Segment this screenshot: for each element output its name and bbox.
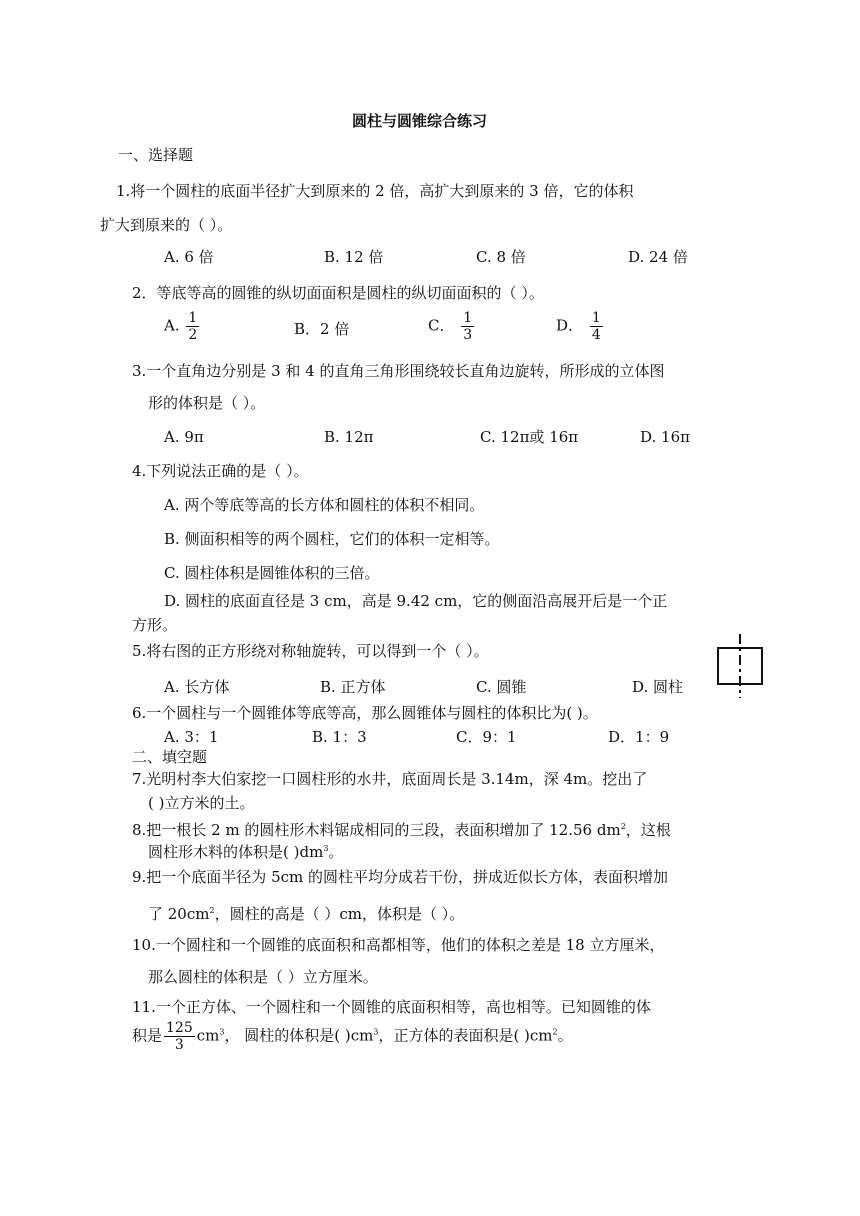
- question-3-line-2: 形的体积是（ ）。: [148, 394, 266, 412]
- q2-option-a: A. $\frac{1}{2}$: [164, 310, 198, 343]
- square-with-axis-figure: [716, 634, 764, 698]
- fraction-one-third: $\frac{1}{3}$: [463, 310, 473, 343]
- fraction-125-thirds: $\frac{125}{3}$: [166, 1020, 193, 1053]
- page-title: 圆柱与圆锥综合练习: [352, 112, 488, 130]
- question-8-line-1: 8.把一根长 2 m 的圆柱形木料锯成相同的三段，表面积增加了 12.56 $dm^2$，这根: [132, 821, 671, 839]
- fraction-one-half: $\frac{1}{2}$: [188, 310, 198, 343]
- question-10-line-2: 那么圆柱的体积是（ ）立方厘米。: [148, 968, 378, 986]
- q5-option-a: A. 长方体: [164, 678, 230, 696]
- question-11-line-2: 积是 $\frac{125}{3}$ $cm^3$， 圆柱的体积是( )$cm^3$，正方体的表面积是( )$cm^2$。: [132, 1020, 573, 1053]
- question-9-line-1: 9.把一个底面半径为 5cm 的圆柱平均分成若干份，拼成近似长方体，表面积增加: [132, 868, 669, 886]
- question-7-line-1: 7.光明村李大伯家挖一口圆柱形的水井，底面周长是 3.14m，深 4m。挖出了: [132, 770, 648, 788]
- q6-option-b: B. 1：3: [312, 728, 367, 746]
- q6-option-a: A. 3：1: [164, 728, 219, 746]
- q2-option-b: B．2 倍: [294, 320, 350, 338]
- section-heading-fill: 二、填空题: [132, 748, 208, 766]
- q1-option-d: D. 24 倍: [628, 248, 688, 266]
- fraction-one-fourth: $\frac{1}{4}$: [591, 310, 601, 343]
- question-3-line-1: 3.一个直角边分别是 3 和 4 的直角三角形围绕较长直角边旋转，所形成的立体图: [132, 362, 665, 380]
- q5-option-d: D. 圆柱: [632, 678, 684, 696]
- q4-option-d-line-2: 方形。: [132, 616, 178, 634]
- question-1-line-1: 1.将一个圆柱的底面半径扩大到原来的 2 倍，高扩大到原来的 3 倍，它的体积: [116, 182, 634, 200]
- q1-option-a: A. 6 倍: [164, 248, 214, 266]
- question-11-line-1: 11.一个正方体、一个圆柱和一个圆锥的底面积相等，高也相等。已知圆锥的体: [132, 998, 651, 1016]
- q3-option-d: D. 16π: [640, 428, 690, 446]
- question-8-line-2: 圆柱形木料的体积是( )$dm^3$。: [148, 843, 344, 861]
- q3-option-c: C. 12π或 16π: [480, 428, 579, 446]
- q6-option-d: D．1：9: [608, 728, 670, 746]
- question-10-line-1: 10.一个圆柱和一个圆锥的底面积和高都相等，他们的体积之差是 18 立方厘米，: [132, 936, 665, 954]
- section-heading-choice: 一、选择题: [118, 146, 194, 164]
- q6-option-c: C．9：1: [456, 728, 517, 746]
- q1-option-b: B. 12 倍: [324, 248, 384, 266]
- question-1-line-2: 扩大到原来的（ ）。: [100, 216, 233, 234]
- q5-option-c: C. 圆锥: [476, 678, 527, 696]
- q2-option-c: C． $\frac{1}{3}$: [428, 310, 473, 343]
- question-5: 5.将右图的正方形绕对称轴旋转，可以得到一个（ ）。: [132, 642, 489, 660]
- q4-option-d-line-1: D. 圆柱的底面直径是 3 cm，高是 9.42 cm，它的侧面沿高展开后是一个正: [164, 592, 668, 610]
- q3-option-b: B. 12π: [324, 428, 374, 446]
- question-4: 4.下列说法正确的是（ ）。: [132, 462, 309, 480]
- question-7-line-2: ( )立方米的土。: [148, 794, 255, 812]
- q4-option-a: A. 两个等底等高的长方体和圆柱的体积不相同。: [164, 496, 485, 514]
- q4-option-c: C. 圆柱体积是圆锥体积的三倍。: [164, 564, 380, 582]
- q4-option-b: B. 侧面积相等的两个圆柱，它们的体积一定相等。: [164, 530, 500, 548]
- q2-option-d: D． $\frac{1}{4}$: [556, 310, 601, 343]
- q3-option-a: A. 9π: [164, 428, 204, 446]
- question-2: 2．等底等高的圆锥的纵切面面积是圆柱的纵切面面积的（ ）。: [132, 284, 544, 302]
- q1-option-c: C. 8 倍: [476, 248, 526, 266]
- question-6: 6.一个圆柱与一个圆锥体等底等高，那么圆锥体与圆柱的体积比为( )。: [132, 704, 598, 722]
- question-9-line-2: 了 $20cm^2$，圆柱的高是（ ）cm，体积是（ ）。: [148, 905, 465, 923]
- q5-option-b: B. 正方体: [320, 678, 386, 696]
